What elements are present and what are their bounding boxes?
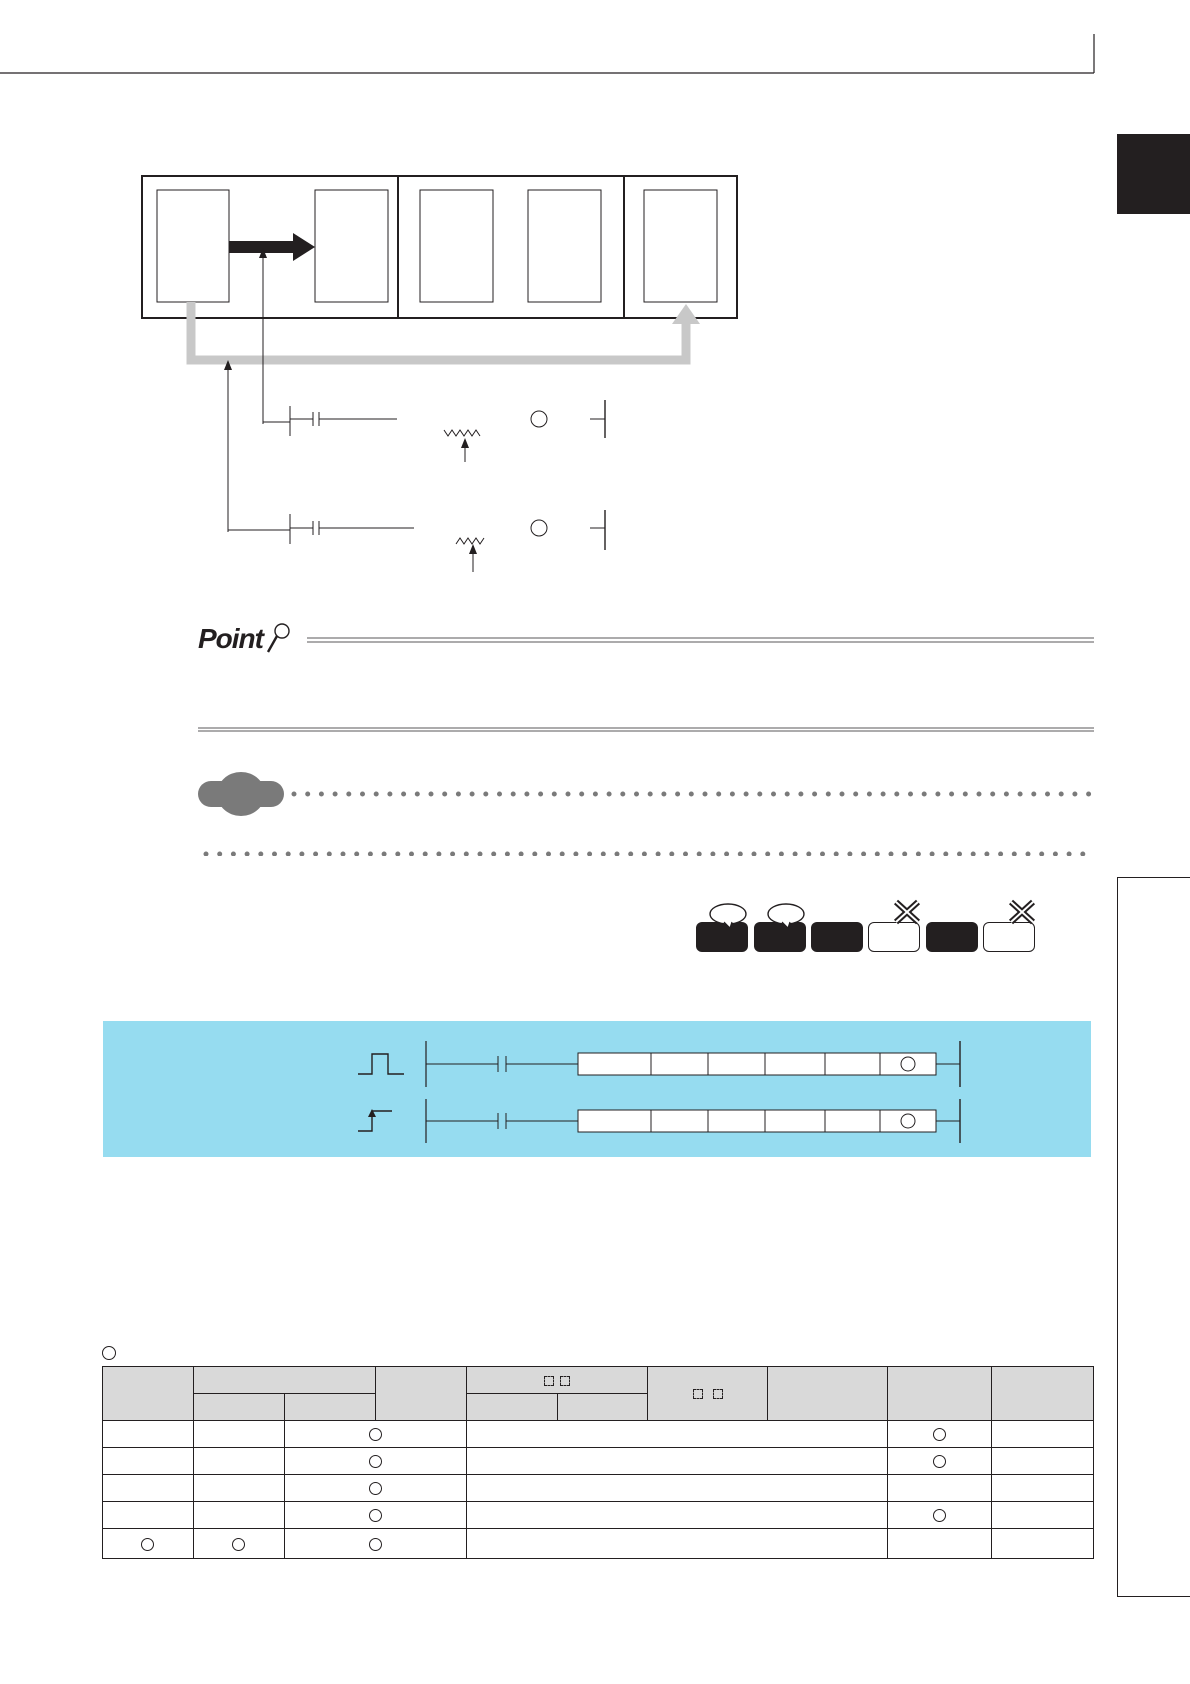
table-row: [103, 1529, 1094, 1559]
cell: [193, 1502, 284, 1529]
header-cell: [557, 1394, 648, 1421]
usable-circle-icon: [933, 1509, 946, 1522]
area-box-1: [157, 190, 229, 302]
usable-circle-icon: [232, 1538, 245, 1551]
cell: [284, 1529, 466, 1559]
chapter-tab: [1117, 134, 1190, 214]
legend-circle-icon: [102, 1346, 116, 1360]
cell: [103, 1421, 194, 1448]
cell: [103, 1475, 194, 1502]
point-logo: Point: [198, 623, 263, 654]
point-box-rules: [0, 630, 1100, 740]
ladder-examples: [0, 390, 700, 590]
cell: [466, 1421, 888, 1448]
header-cell: [888, 1367, 992, 1421]
cell: [992, 1475, 1094, 1502]
header-cell-network: [648, 1367, 768, 1421]
table-row: [103, 1421, 1094, 1448]
instruction-ladder: [0, 1021, 1100, 1157]
cell: [466, 1529, 888, 1559]
cell: [193, 1448, 284, 1475]
cell: [103, 1448, 194, 1475]
side-index-bracket: [1117, 877, 1190, 1597]
header-cell-module: [466, 1367, 648, 1394]
usable-circle-icon: [369, 1509, 382, 1522]
cell: [888, 1529, 992, 1559]
cell: [888, 1475, 992, 1502]
cell: [992, 1529, 1094, 1559]
cell: [888, 1502, 992, 1529]
usable-circle-icon: [141, 1538, 154, 1551]
usable-circle-icon: [369, 1538, 382, 1551]
usable-circle-icon: [933, 1428, 946, 1441]
ladder-row-rising: [426, 1099, 960, 1143]
usable-circle-icon: [369, 1428, 382, 1441]
header-cell: [193, 1394, 284, 1421]
cell: [466, 1448, 888, 1475]
header-cell: [193, 1367, 375, 1394]
cell: [284, 1502, 466, 1529]
header-cell: [466, 1394, 557, 1421]
ladder-row-pulse: [426, 1041, 960, 1087]
usable-devices-table: [102, 1366, 1094, 1559]
cell: [103, 1529, 194, 1559]
area-box-5: [644, 190, 717, 302]
cell: [284, 1448, 466, 1475]
table-row: [103, 1475, 1094, 1502]
cpu-badges: [696, 898, 1036, 958]
area-box-2: [315, 190, 388, 302]
cpu-badge-marks: [696, 898, 1036, 958]
header-cell: [992, 1367, 1094, 1421]
usable-circle-icon: [369, 1455, 382, 1468]
cell: [992, 1502, 1094, 1529]
table-row: [103, 1448, 1094, 1475]
cell: [193, 1475, 284, 1502]
area-box-4: [528, 190, 601, 302]
area-box-3: [420, 190, 493, 302]
header-cell: [375, 1367, 466, 1421]
cell: [992, 1421, 1094, 1448]
cell: [103, 1502, 194, 1529]
not-supported-x-icon-2: [1011, 902, 1033, 922]
header-cell: [103, 1367, 194, 1421]
header-cell: [768, 1367, 888, 1421]
cell: [466, 1475, 888, 1502]
cell: [888, 1421, 992, 1448]
cell: [888, 1448, 992, 1475]
rising-edge-symbol-icon: [358, 1111, 392, 1131]
cell: [992, 1448, 1094, 1475]
note-dotted-rules: [0, 786, 1100, 856]
cell: [284, 1421, 466, 1448]
cell: [284, 1475, 466, 1502]
table-row: [103, 1502, 1094, 1529]
header-cell: [284, 1394, 375, 1421]
header-rule: [0, 0, 1190, 90]
cell: [193, 1529, 284, 1559]
cell: [193, 1421, 284, 1448]
pulse-symbol-icon: [358, 1054, 404, 1074]
usable-circle-icon: [369, 1482, 382, 1495]
table-header-row-1: [103, 1367, 1094, 1394]
usable-circle-icon: [933, 1455, 946, 1468]
not-supported-x-icon-1: [896, 902, 918, 922]
cell: [466, 1502, 888, 1529]
